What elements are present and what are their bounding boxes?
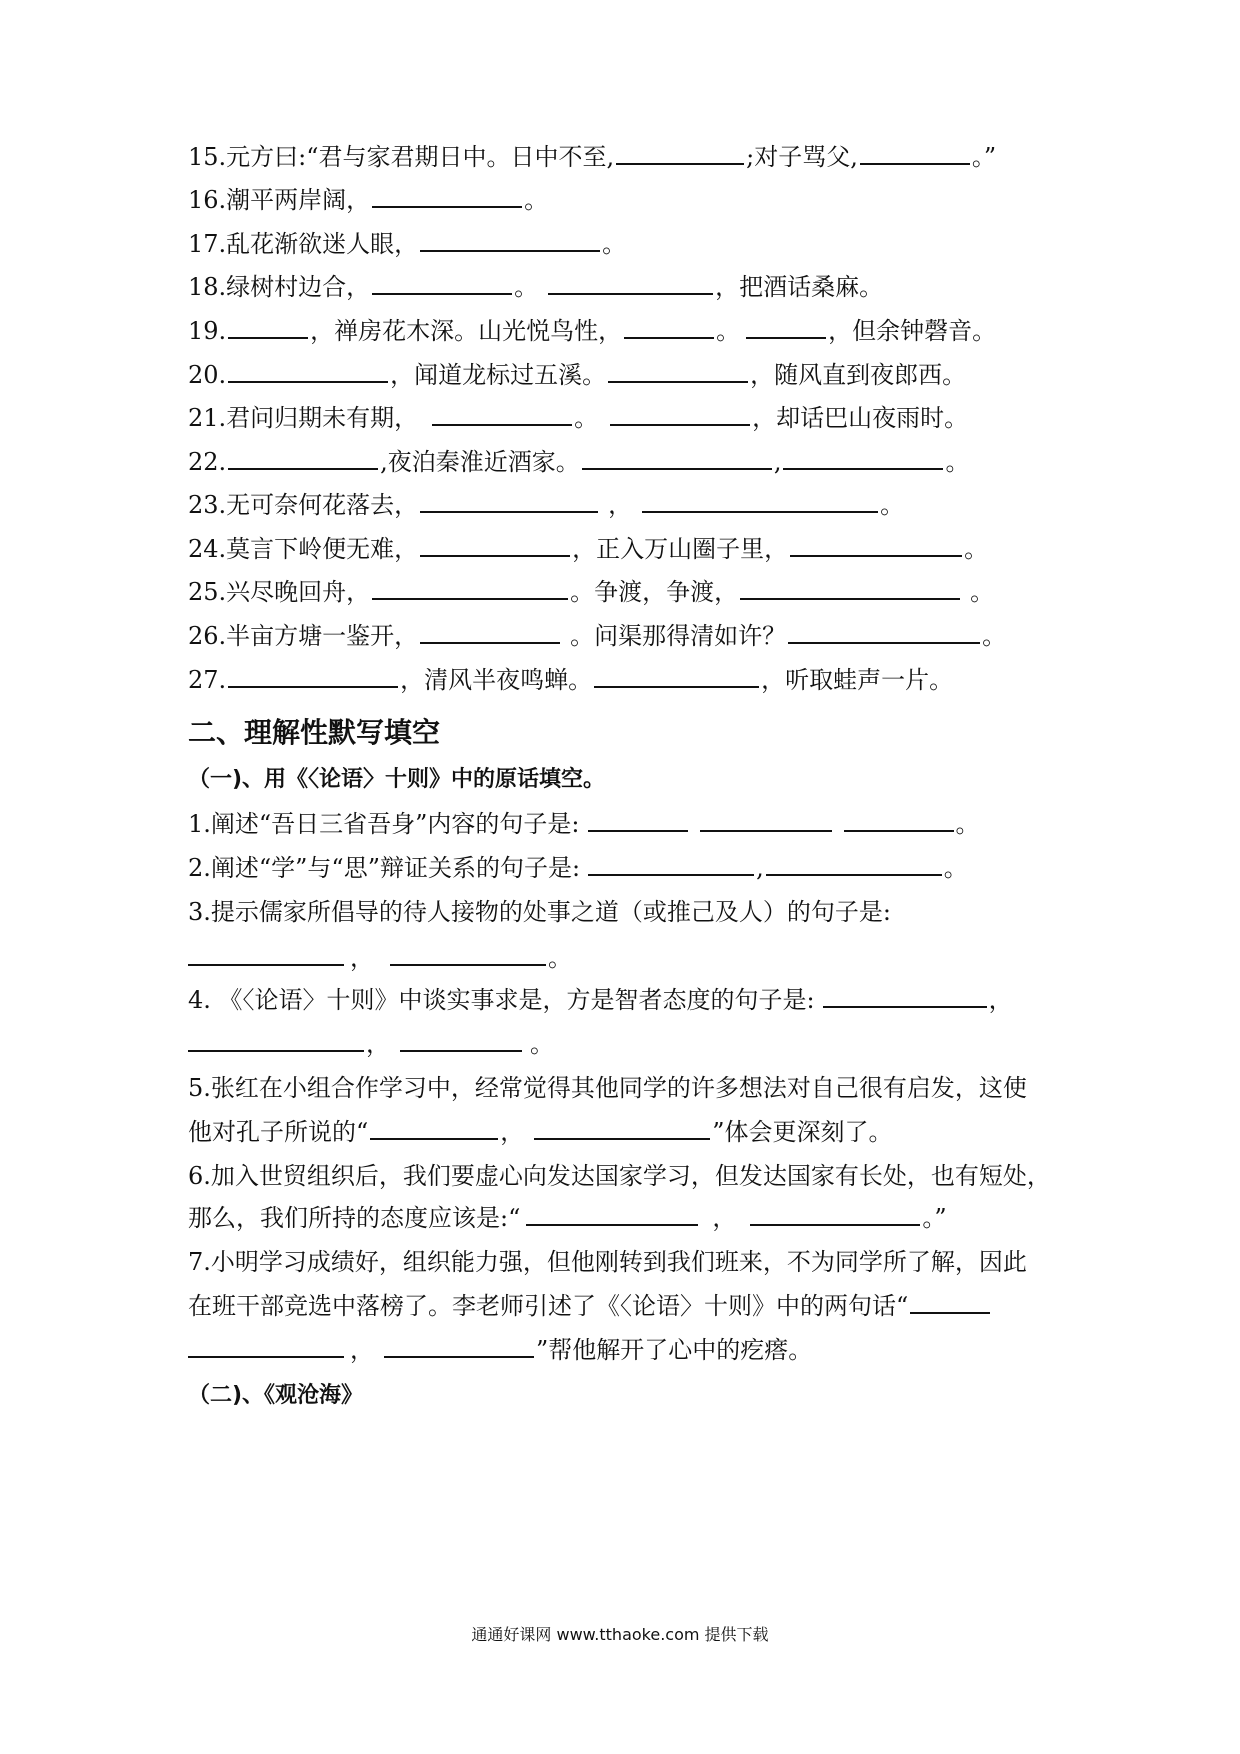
answer-blank[interactable] — [420, 483, 598, 513]
answer-blank[interactable] — [420, 222, 600, 252]
answer-blank[interactable] — [548, 265, 713, 295]
question-text: ”帮他解开了心中的疙瘩。 — [536, 1336, 813, 1364]
question-text: 26.半亩方塘一鉴开， — [188, 622, 419, 650]
question-text: 。问渠那得清如许？ — [570, 622, 787, 650]
question-text: ，禅房花木深。山光悦鸟性， — [310, 317, 623, 345]
answer-blank[interactable] — [766, 846, 942, 876]
question-text: 2.阐述“学”与“思”辩证关系的句子是: — [188, 854, 581, 882]
answer-blank[interactable] — [228, 440, 378, 470]
question-text: 18.绿树村边合， — [188, 273, 371, 301]
question-text: 16.潮平两岸阔， — [188, 186, 371, 214]
answer-blank[interactable] — [624, 309, 714, 339]
question-text: ，正入万山圈子里， — [572, 535, 789, 563]
answer-blank[interactable] — [844, 802, 954, 832]
answer-blank[interactable] — [588, 846, 754, 876]
answer-blank[interactable] — [526, 1196, 698, 1226]
answer-blank[interactable] — [823, 978, 987, 1008]
question-text: ， — [350, 944, 374, 972]
question-15 — [188, 135, 1068, 179]
question-text: 。 — [514, 273, 539, 301]
question-text: ，随风直到夜郎西。 — [750, 361, 967, 389]
comprehension-question-6 — [188, 1154, 1068, 1198]
comprehension-question-2 — [188, 846, 1068, 890]
question-text: 。 — [602, 230, 627, 258]
question-text: 5.张红在小组合作学习中，经常觉得其他同学的许多想法对自己很有启发，这使 — [188, 1074, 1027, 1102]
answer-blank[interactable] — [740, 570, 960, 600]
comprehension-question-7-answers — [188, 1328, 1068, 1372]
question-text: 。 — [530, 1030, 554, 1058]
question-text: ，清风半夜鸣蝉。 — [400, 666, 593, 694]
question-text: 。 — [880, 491, 905, 519]
question-text: 。 — [548, 944, 572, 972]
question-text: 。 — [955, 810, 980, 838]
answer-blank[interactable] — [400, 1022, 522, 1052]
answer-blank[interactable] — [610, 396, 750, 426]
question-21 — [188, 396, 1068, 440]
comprehension-question-5 — [188, 1066, 1068, 1110]
question-text: 25.兴尽晚回舟， — [188, 578, 371, 606]
question-text: 15.元方曰:“君与家君期日中。日中不至, — [188, 143, 615, 171]
answer-blank[interactable] — [228, 353, 388, 383]
comprehension-question-4-answers — [188, 1022, 1068, 1066]
question-text: , — [756, 854, 764, 882]
answer-blank[interactable] — [228, 658, 398, 688]
question-23 — [188, 483, 1068, 527]
answer-blank[interactable] — [432, 396, 572, 426]
question-text: 27. — [188, 666, 227, 694]
question-text: ,夜泊秦淮近酒家。 — [380, 448, 580, 476]
answer-blank[interactable] — [910, 1284, 990, 1314]
question-text: ”体会更深刻了。 — [712, 1118, 893, 1146]
comprehension-question-3-answers — [188, 936, 1068, 980]
question-text: ， — [350, 1336, 374, 1364]
question-text: 他对孔子所说的“ — [188, 1118, 369, 1146]
answer-blank[interactable] — [588, 802, 688, 832]
question-text: 6.加入世贸组织后，我们要虚心向发达国家学习，但发达国家有长处，也有短处， — [188, 1162, 1051, 1190]
question-text: ;对子骂父, — [746, 143, 858, 171]
question-text: 。 — [716, 317, 741, 345]
question-text: 19. — [188, 317, 227, 345]
answer-blank[interactable] — [390, 936, 546, 966]
question-22 — [188, 440, 1068, 484]
question-text: 21.君问归期未有期， — [188, 404, 419, 432]
comprehension-question-3 — [188, 890, 1068, 934]
question-text: 。 — [970, 578, 995, 606]
question-text: 23.无可奈何花落去， — [188, 491, 419, 519]
comprehension-question-7 — [188, 1240, 1068, 1284]
question-24 — [188, 527, 1068, 571]
footer-credit: 通通好课网 www.tthaoke.com 提供下载 — [471, 1625, 769, 1644]
question-27 — [188, 658, 1068, 702]
answer-blank[interactable] — [594, 658, 759, 688]
subsection-title: （二)、《观沧海》 — [188, 1383, 364, 1408]
answer-blank[interactable] — [188, 1328, 344, 1358]
question-19 — [188, 309, 1068, 353]
answer-blank[interactable] — [608, 353, 748, 383]
question-text: ， — [608, 491, 633, 519]
comprehension-question-1 — [188, 802, 1068, 846]
question-text: 。” — [971, 143, 997, 171]
question-text: ，但余钟磬音。 — [828, 317, 997, 345]
subsection-title: （一)、用《〈论语〉十则》中的原话填空。 — [188, 767, 606, 792]
question-text: 17.乱花渐欲迷人眼， — [188, 230, 419, 258]
answer-blank[interactable] — [228, 309, 308, 339]
answer-blank[interactable] — [788, 614, 980, 644]
question-text: ，闻道龙标过五溪。 — [390, 361, 607, 389]
comprehension-question-7-cont — [188, 1284, 1068, 1328]
question-text: 22. — [188, 448, 227, 476]
answer-blank[interactable] — [746, 309, 826, 339]
question-text: , — [773, 448, 782, 476]
answer-blank[interactable] — [582, 440, 772, 470]
answer-blank[interactable] — [700, 802, 832, 832]
question-text: ， — [500, 1118, 525, 1146]
question-text: 。 — [945, 448, 970, 476]
answer-blank[interactable] — [372, 178, 522, 208]
question-text: 。” — [922, 1204, 947, 1232]
answer-blank[interactable] — [642, 483, 878, 513]
answer-blank[interactable] — [384, 1328, 534, 1358]
answer-blank[interactable] — [372, 570, 568, 600]
section-title: 二、理解性默写填空 — [188, 716, 441, 749]
question-16 — [188, 178, 1068, 222]
comprehension-question-5-cont — [188, 1110, 1068, 1154]
answer-blank[interactable] — [420, 614, 560, 644]
answer-blank[interactable] — [750, 1196, 920, 1226]
question-text: 那么，我们所持的态度应该是:“ — [188, 1204, 521, 1232]
question-text: 。 — [964, 535, 989, 563]
question-17 — [188, 222, 1068, 266]
comprehension-question-6-cont — [188, 1196, 1068, 1240]
question-text: 3.提示儒家所倡导的待人接物的处事之道（或推己及人）的句子是: — [188, 898, 891, 926]
question-text: 。争渡，争渡， — [570, 578, 739, 606]
question-text: 7.小明学习成绩好，组织能力强，但他刚转到我们班来，不为同学所了解，因此 — [188, 1248, 1027, 1276]
comprehension-question-4 — [188, 978, 1068, 1022]
question-text: 1.阐述“吾日三省吾身”内容的句子是: — [188, 810, 580, 838]
answer-blank[interactable] — [372, 265, 512, 295]
question-text: 24.莫言下岭便无难， — [188, 535, 419, 563]
question-text: 。 — [574, 404, 599, 432]
answer-blank[interactable] — [860, 135, 970, 165]
question-text: 在班干部竞选中落榜了。李老师引述了《〈论语〉十则》中的两句话“ — [188, 1292, 909, 1320]
answer-blank[interactable] — [534, 1110, 710, 1140]
answer-blank[interactable] — [790, 527, 962, 557]
question-18 — [188, 265, 1068, 309]
question-text: ，把酒话桑麻。 — [715, 273, 884, 301]
answer-blank[interactable] — [616, 135, 744, 165]
question-text: 20. — [188, 361, 227, 389]
question-text: 。 — [982, 622, 1007, 650]
answer-blank[interactable] — [188, 936, 344, 966]
question-text: 4. 《〈论语〉十则》中谈实事求是，方是智者态度的句子是: — [188, 986, 815, 1014]
answer-blank[interactable] — [370, 1110, 498, 1140]
question-text: ， — [988, 986, 1013, 1014]
question-26 — [188, 614, 1068, 658]
question-text: 。 — [943, 854, 968, 882]
question-text: ，却话巴山夜雨时。 — [752, 404, 969, 432]
question-text: 。 — [524, 186, 549, 214]
answer-blank[interactable] — [420, 527, 570, 557]
question-20 — [188, 353, 1068, 397]
question-text: ，听取蛙声一片。 — [761, 666, 954, 694]
question-text: ， — [366, 1030, 390, 1058]
answer-blank[interactable] — [783, 440, 943, 470]
question-text: ， — [712, 1204, 737, 1232]
answer-blank[interactable] — [188, 1022, 364, 1052]
question-25 — [188, 570, 1068, 614]
